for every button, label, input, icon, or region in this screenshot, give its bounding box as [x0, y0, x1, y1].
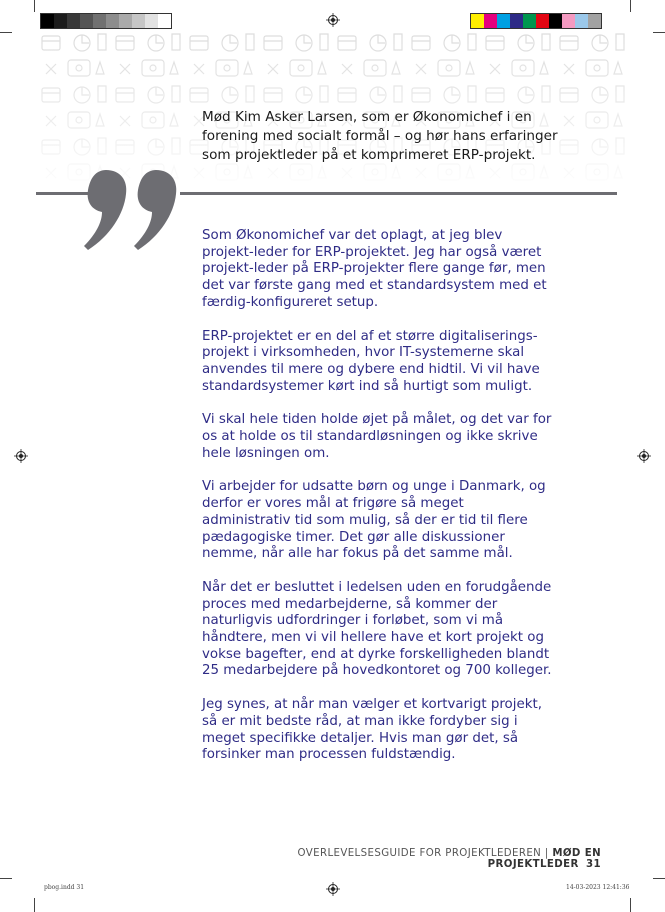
body-paragraph: Jeg synes, at når man vælger et kortvarigt projekt, så er mit bedste råd, at man ikke fordyber sig i meget specifikke detaljer. Hvis man gør det, så forsinker man processen fuldstændig.	[202, 697, 542, 763]
body-paragraph: Vi arbejder for udsatte børn og unge i Danmark, og derfor er vores mål at frigøre så meget administrativ tid som mulig, så der er tid til flere pædagogiske timer. Det gør alle diskussioner nemme, når alle har fokus på det samme mål.	[202, 479, 546, 562]
color-swatch	[588, 14, 601, 28]
color-swatch	[93, 14, 106, 28]
footer-section-title: MØD EN PROJEKTLEDER	[487, 848, 601, 870]
crop-mark	[34, 898, 35, 912]
crop-mark	[630, 0, 631, 12]
crop-mark	[630, 898, 631, 912]
color-swatch	[484, 14, 497, 28]
color-swatch	[523, 14, 536, 28]
color-swatch	[119, 14, 132, 28]
quotation-mark-icon	[84, 166, 184, 256]
color-swatch	[562, 14, 575, 28]
color-swatch	[41, 14, 54, 28]
body-paragraph: Når det er besluttet i ledelsen uden en forudgående proces med medarbejderne, så kommer der naturligvis udfordringer i forløbet, som vi må håndtere, men vi vil hellere have et kort projekt og vokse bagefter, end at dyrke forskelligheden blandt 25 medarbejdere på hovedkontoret og 700 kolleger.	[202, 579, 552, 679]
crop-mark	[653, 878, 665, 879]
body-paragraph: Vi skal hele tiden holde øjet på målet, og det var for os at holde os til standardløsningen og ikke skrive hele løsningen om.	[202, 412, 552, 461]
crop-mark	[34, 0, 35, 12]
color-swatch	[510, 14, 523, 28]
print-slug-file: pbog.indd 31	[44, 884, 85, 891]
page-number: 31	[586, 859, 601, 870]
page-footer: OVERLEVELSESGUIDE FOR PROJEKTLEDEREN | MØD EN PROJEKTLEDER 31	[297, 848, 601, 870]
crop-mark	[0, 878, 12, 879]
color-swatch	[497, 14, 510, 28]
color-swatch	[132, 14, 145, 28]
registration-mark-icon	[14, 449, 28, 463]
color-swatch	[536, 14, 549, 28]
footer-guide-title: OVERLEVELSESGUIDE FOR PROJEKTLEDEREN	[297, 848, 542, 859]
color-swatch	[549, 14, 562, 28]
color-swatch	[67, 14, 80, 28]
body-paragraph: Som Økonomichef var det oplagt, at jeg blev projekt-leder for ERP-projektet. Jeg har også været projekt-leder på ERP-projekter flere gange før, men det var første gang med et standardsystem med et færdig-konfigureret setup.	[202, 228, 547, 310]
color-swatch	[54, 14, 67, 28]
print-slug-timestamp: 14-03-2023 12:41:36	[566, 884, 630, 891]
article-body	[202, 228, 552, 781]
body-paragraph: ERP-projektet er en del af et større digitaliserings-projekt i virksomheden, hvor IT-systemerne skal anvendes til mere og dybere end hidtil. Vi vil have standardsystemer kørt ind så hurtigt som muligt.	[202, 328, 540, 394]
color-swatch	[471, 14, 484, 28]
registration-mark-icon	[637, 449, 651, 463]
divider-rule	[180, 192, 617, 195]
registration-mark-icon	[326, 13, 340, 27]
crop-mark	[653, 32, 665, 33]
color-swatch	[106, 14, 119, 28]
intro-text: Mød Kim Asker Larsen, som er Økonomichef i en forening med socialt formål – og hør hans erfaringer som projektleder på et komprimeret ERP-projekt.	[202, 109, 558, 163]
crop-mark	[0, 32, 12, 33]
color-swatch	[145, 14, 158, 28]
registration-mark-icon	[326, 882, 340, 896]
color-swatch	[575, 14, 588, 28]
color-swatch	[80, 14, 93, 28]
grey-color-bar	[40, 13, 172, 29]
color-swatch	[158, 14, 171, 28]
process-color-bar	[470, 13, 602, 29]
